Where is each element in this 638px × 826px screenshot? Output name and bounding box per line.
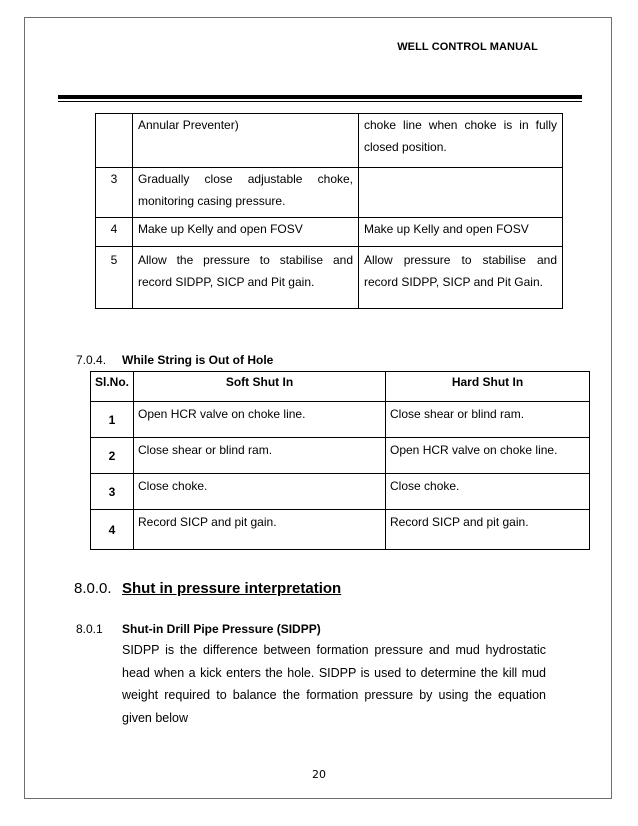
row-number: 3 (96, 168, 133, 218)
header-title: WELL CONTROL MANUAL (397, 41, 538, 53)
step-cell: Allow pressure to stabilise and record SIDPP, SICP and Pit Gain. (359, 247, 563, 309)
table-row (96, 168, 563, 218)
table-row (91, 510, 590, 550)
page-number: 20 (312, 768, 326, 781)
row-number: 1 (91, 402, 134, 438)
soft-shut-in-cell: Close choke. (134, 474, 386, 510)
column-header-slno: Sl.No. (91, 372, 134, 402)
row-number: 4 (91, 510, 134, 550)
hard-shut-in-cell: Close shear or blind ram. (386, 402, 590, 438)
shut-in-comparison-table (90, 371, 590, 550)
soft-shut-in-cell: Record SICP and pit gain. (134, 510, 386, 550)
subsection-title: While String is Out of Hole (122, 353, 274, 367)
column-header-hard-shut-in: Hard Shut In (386, 372, 590, 402)
table-row (96, 218, 563, 247)
row-number: 2 (91, 438, 134, 474)
paragraph-title: Shut-in Drill Pipe Pressure (SIDPP) (122, 622, 321, 636)
paragraph-number: 8.0.1 (76, 622, 103, 636)
hard-shut-in-cell: Close choke. (386, 474, 590, 510)
subsection-number: 7.0.4. (76, 353, 107, 367)
procedure-table-continued (95, 113, 563, 309)
step-cell: choke line when choke is in fully closed position. (359, 114, 563, 168)
column-header-soft-shut-in: Soft Shut In (134, 372, 386, 402)
header-rule (58, 95, 582, 99)
step-cell: Make up Kelly and open FOSV (359, 218, 563, 247)
table-row (91, 402, 590, 438)
row-number: 5 (96, 247, 133, 309)
table-row (91, 474, 590, 510)
step-cell: Allow the pressure to stabilise and record SIDPP, SICP and Pit gain. (133, 247, 359, 309)
step-cell: Annular Preventer) (133, 114, 359, 168)
header-rule-thin (58, 101, 582, 102)
paragraph-body: SIDPP is the difference between formation pressure and mud hydrostatic head when a kick enters the hole. SIDPP is used to determine the kill mud weight required to balance the formation pressure by using the equation given below (122, 643, 546, 725)
soft-shut-in-cell: Open HCR valve on choke line. (134, 402, 386, 438)
soft-shut-in-cell: Close shear or blind ram. (134, 438, 386, 474)
hard-shut-in-cell: Open HCR valve on choke line. (386, 438, 590, 474)
table-row (96, 114, 563, 168)
step-cell (359, 168, 563, 218)
hard-shut-in-cell: Record SICP and pit gain. (386, 510, 590, 550)
row-number (96, 114, 133, 168)
row-number: 4 (96, 218, 133, 247)
step-cell: Make up Kelly and open FOSV (133, 218, 359, 247)
row-number: 3 (91, 474, 134, 510)
step-cell: Gradually close adjustable choke, monitoring casing pressure. (133, 168, 359, 218)
table-header-row (91, 372, 590, 402)
table-row (96, 247, 563, 309)
section-title: Shut in pressure interpretation (122, 580, 342, 597)
section-number: 8.0.0. (74, 580, 112, 597)
table-row (91, 438, 590, 474)
